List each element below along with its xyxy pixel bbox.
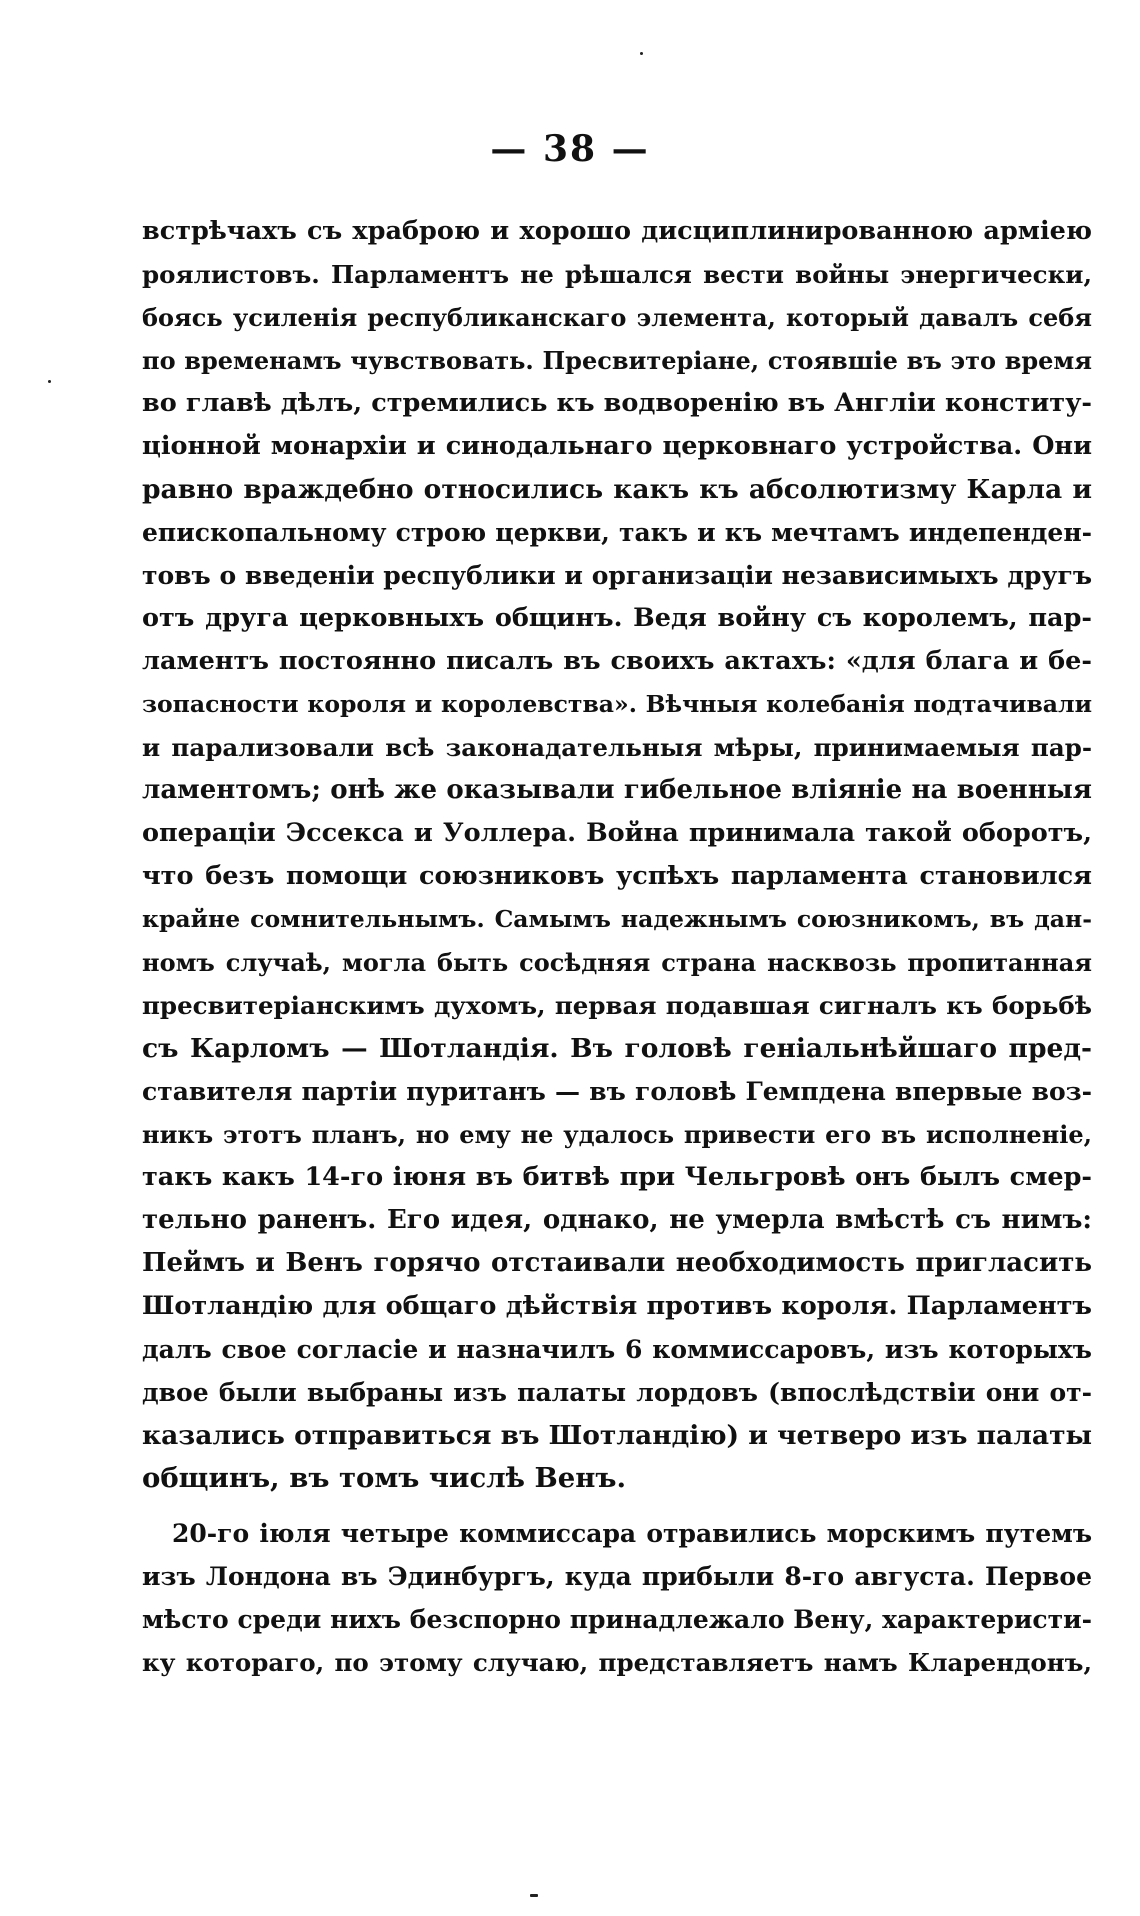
text-line: ку котораго, по этому случаю, представляетъ намъ Кларендонъ, (142, 1648, 1092, 1677)
text-line: никъ этотъ планъ, но ему не удалось привести его въ исполненіе, (142, 1120, 1092, 1149)
text-line: ламентъ постоянно писалъ въ своихъ актахъ: «для блага и бе- (142, 646, 1092, 676)
text-line: далъ свое согласіе и назначилъ 6 коммиссаровъ, изъ которыхъ (142, 1335, 1092, 1364)
text-line: что безъ помощи союзниковъ успѣхъ парламента становился (142, 861, 1092, 891)
paragraph-1 (142, 210, 1092, 1500)
text-line: Шотландію для общаго дѣйствія противъ короля. Парламентъ (142, 1291, 1092, 1321)
text-line: ставителя партіи пуританъ — въ головѣ Гемпдена впервые воз- (142, 1077, 1092, 1106)
text-line: казались отправиться въ Шотландію) и четверо изъ палаты (142, 1420, 1092, 1451)
text-line: операціи Эссекса и Уоллера. Война принимала такой оборотъ, (142, 818, 1092, 848)
text-line: и парализовали всѣ законадательныя мѣры, принимаемыя пар- (142, 733, 1092, 762)
text-line: товъ о введеніи республики и организаціи независимыхъ другъ (142, 561, 1092, 590)
text-line: равно враждебно относились какъ къ абсолютизму Карла и (142, 474, 1092, 505)
text-line: номъ случаѣ, могла быть сосѣдняя страна насквозь пропитанная (142, 948, 1092, 977)
text-line: ціонной монархіи и синодальнаго церковнаго устройства. Они (142, 431, 1092, 461)
body-text (142, 210, 1092, 1684)
text-line: Пеймъ и Венъ горячо отстаивали необходимость пригласить (142, 1248, 1092, 1278)
text-line: ламентомъ; онѣ же оказывали гибельное вліяніе на военныя (142, 775, 1092, 805)
scan-speck (48, 380, 51, 383)
text-line: общинъ, въ томъ числѣ Венъ. (142, 1462, 627, 1494)
scan-speck (530, 1894, 538, 1897)
text-line: такъ какъ 14-го іюня въ битвѣ при Чельгровѣ онъ былъ смер- (142, 1162, 1092, 1192)
text-line: изъ Лондона въ Эдинбургъ, куда прибыли 8-го августа. Первое (142, 1562, 1092, 1591)
page-number: — 38 — (490, 128, 650, 170)
text-line: встрѣчахъ съ храброю и хорошо дисциплинированною арміею (142, 216, 1092, 246)
text-line: крайне сомнительнымъ. Самымъ надежнымъ союзникомъ, въ дан- (142, 905, 1092, 933)
text-line: во главѣ дѣлъ, стремились къ водворенію въ Англіи конститу- (142, 388, 1092, 418)
text-line: мѣсто среди нихъ безспорно принадлежало Вену, характеристи- (142, 1605, 1092, 1634)
text-line: 20-го іюля четыре коммиссара отравились морскимъ путемъ (172, 1519, 1092, 1548)
text-line: тельно раненъ. Его идея, однако, не умерла вмѣстѣ съ нимъ: (142, 1205, 1092, 1235)
text-line: боясь усиленія республиканскаго элемента, который давалъ себя (142, 303, 1092, 332)
text-line: съ Карломъ — Шотландія. Въ головѣ геніальнѣйшаго пред- (142, 1033, 1092, 1064)
text-line: роялистовъ. Парламентъ не рѣшался вести войны энергически, (142, 260, 1092, 289)
text-line: отъ друга церковныхъ общинъ. Ведя войну съ королемъ, пар- (142, 603, 1092, 633)
paragraph-gap (142, 1500, 1092, 1512)
text-line: зопасности короля и королевства». Вѣчныя колебанія подтачивали (142, 690, 1092, 718)
text-line: двое были выбраны изъ палаты лордовъ (впослѣдствіи они от- (142, 1378, 1092, 1407)
text-line: епископальному строю церкви, такъ и къ мечтамъ индепенден- (142, 518, 1092, 547)
text-line: по временамъ чувствовать. Пресвитеріане, стоявшіе въ это время (142, 346, 1092, 375)
scan-speck (640, 52, 643, 55)
paragraph-2 (142, 1512, 1092, 1684)
text-line: пресвитеріанскимъ духомъ, первая подавшая сигналъ къ борьбѣ (142, 991, 1092, 1020)
